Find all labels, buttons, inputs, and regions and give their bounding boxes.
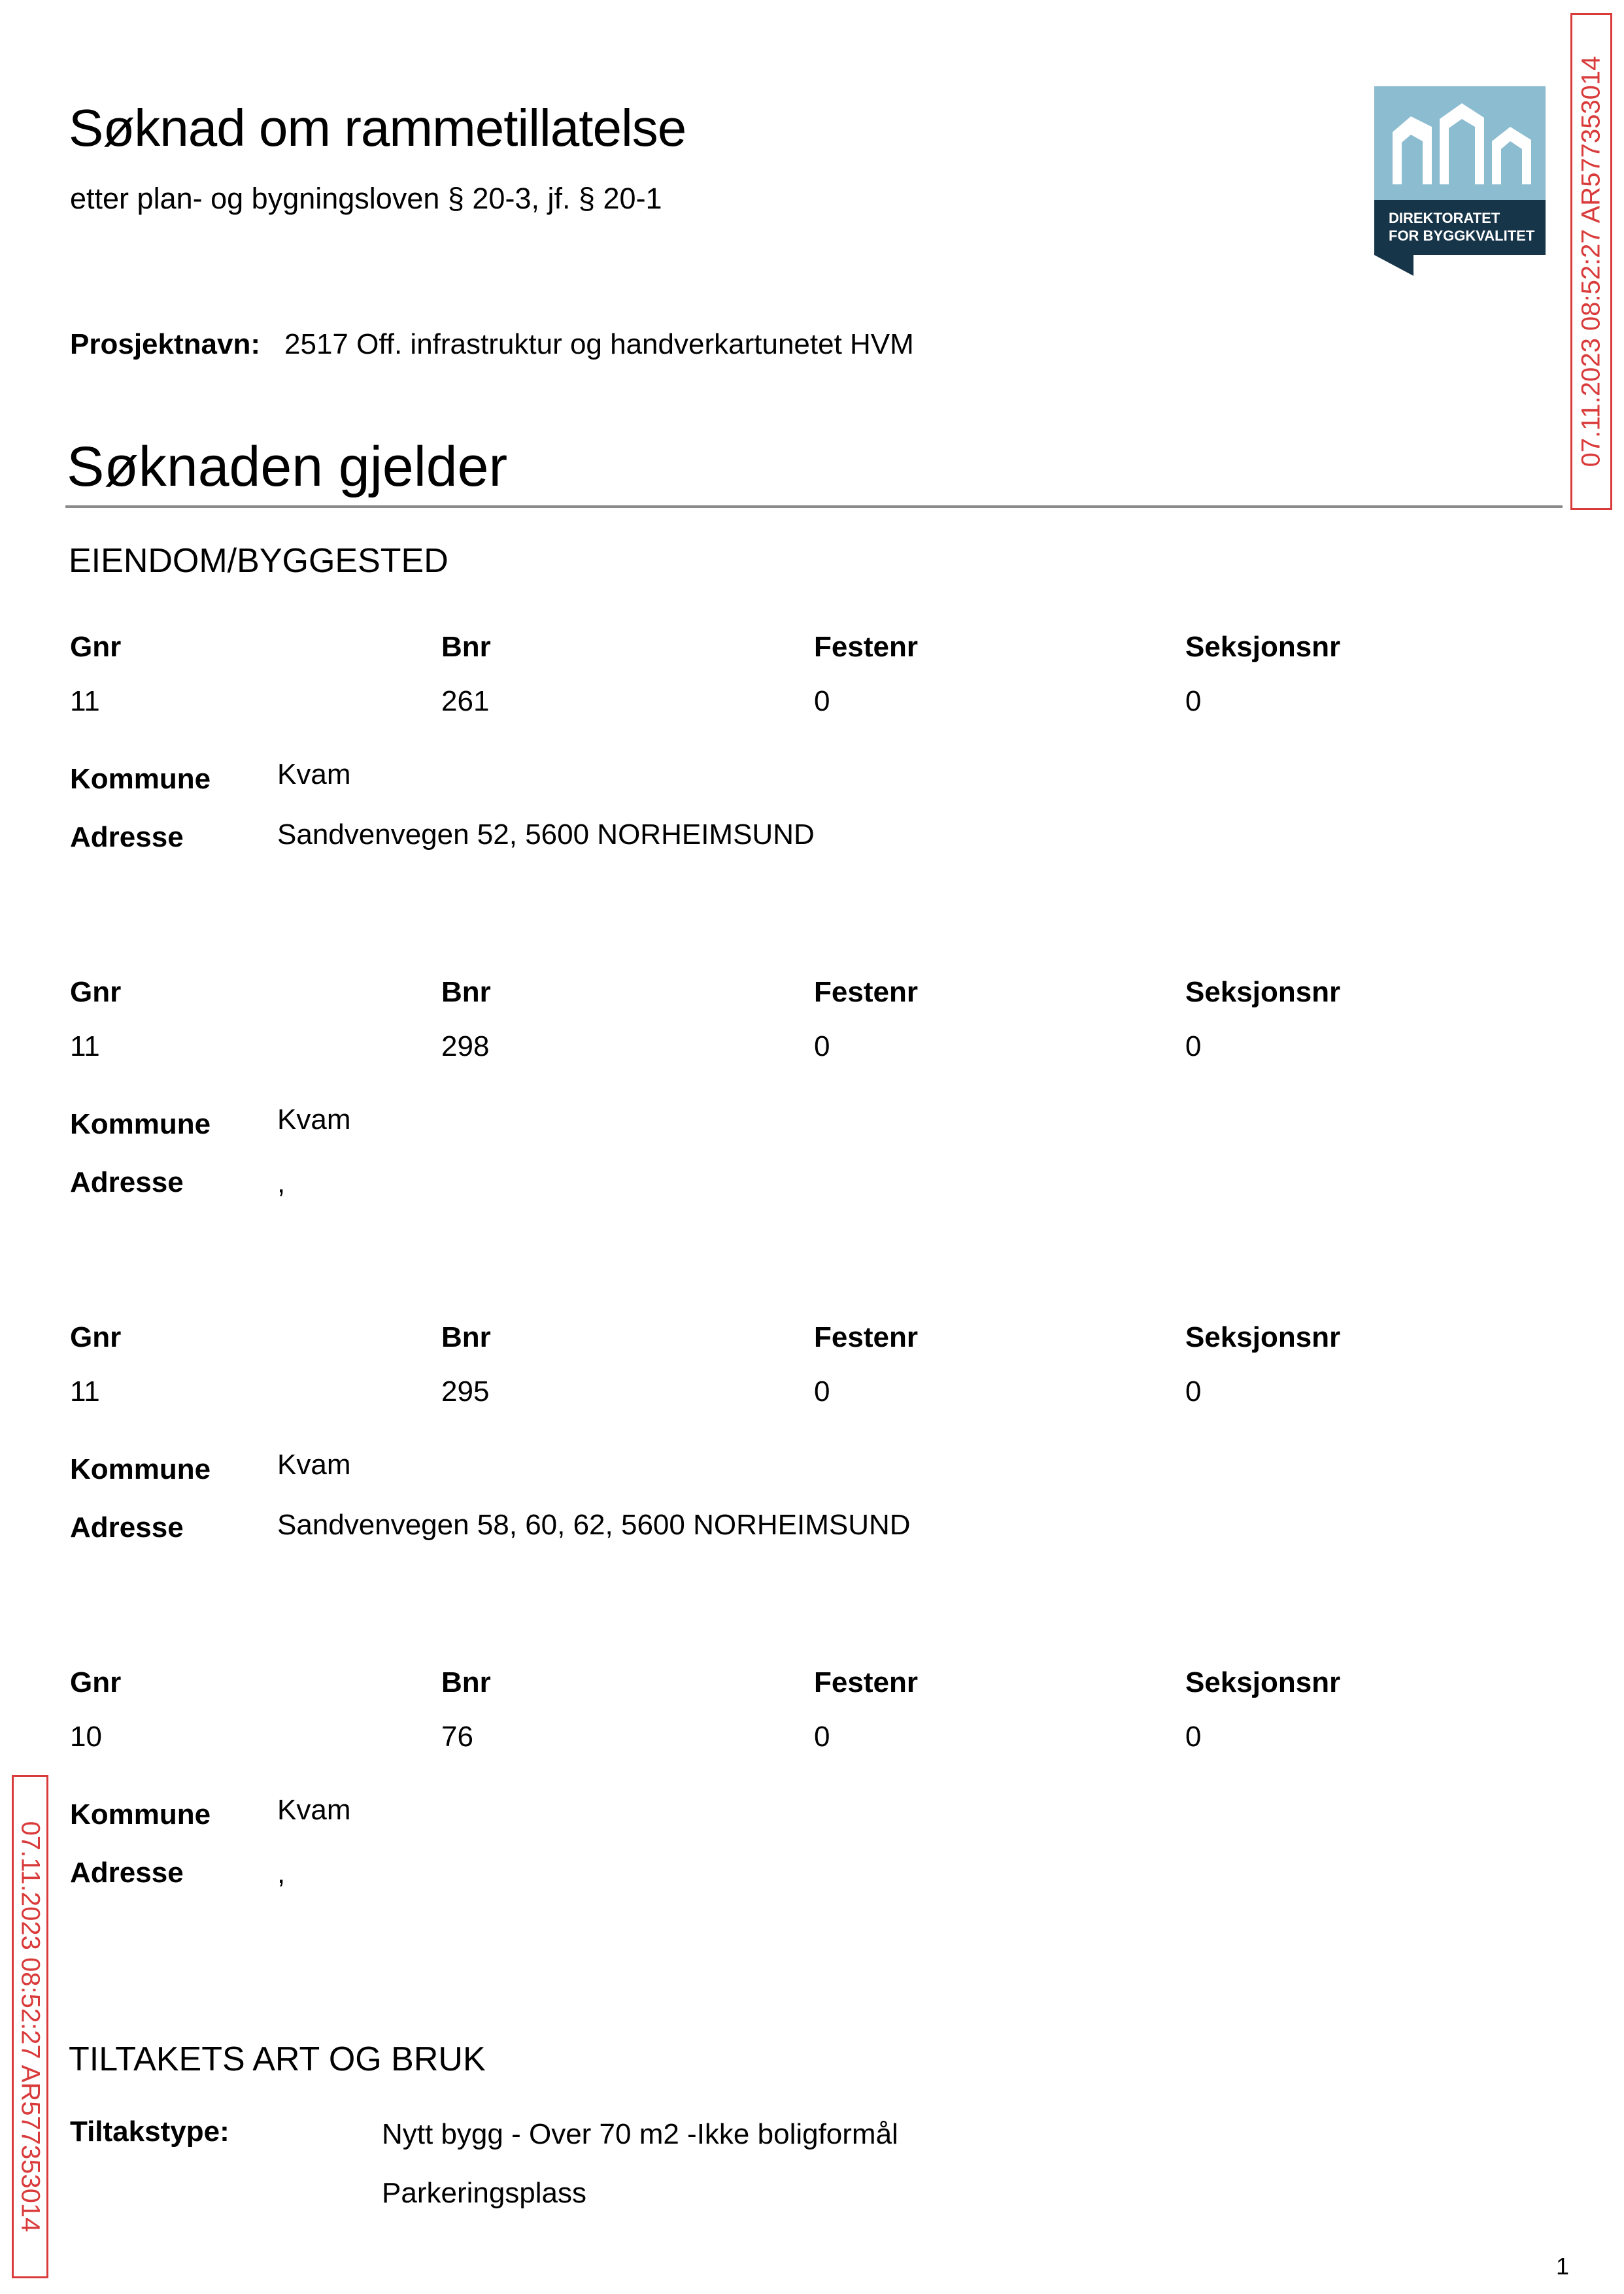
document-subtitle: etter plan- og bygningsloven § 20-3, jf. § 20-1: [70, 182, 662, 215]
logo-graphic: [1374, 86, 1546, 276]
adresse-label: Adresse: [70, 1511, 184, 1543]
kommune-label: Kommune: [70, 1798, 211, 1830]
bnr-value: 298: [441, 1030, 490, 1062]
bnr-label: Bnr: [441, 976, 491, 1008]
seksjonsnr-label: Seksjonsnr: [1185, 976, 1341, 1008]
festenr-label: Festenr: [814, 631, 918, 663]
seksjonsnr-value: 0: [1185, 1030, 1202, 1062]
gnr-label: Gnr: [70, 1321, 122, 1353]
kommune-label: Kommune: [70, 1108, 211, 1140]
adresse-value: ,: [277, 1857, 286, 1889]
adresse-value: Sandvenvegen 52, 5600 NORHEIMSUND: [277, 818, 815, 851]
section-divider: [65, 505, 1563, 508]
bnr-value: 76: [441, 1721, 473, 1753]
bnr-label: Bnr: [441, 1321, 491, 1353]
kommune-value: Kvam: [277, 1449, 351, 1481]
gnr-value: 11: [70, 1375, 100, 1408]
gnr-value: 10: [70, 1721, 102, 1753]
adresse-label: Adresse: [70, 1857, 184, 1889]
adresse-value: Sandvenvegen 58, 60, 62, 5600 NORHEIMSUND: [277, 1509, 911, 1541]
adresse-label: Adresse: [70, 821, 184, 853]
bnr-value: 295: [441, 1375, 490, 1408]
seksjonsnr-label: Seksjonsnr: [1185, 1321, 1341, 1353]
project-name: 2517 Off. infrastruktur og handverkartunetet HVM: [284, 328, 914, 360]
measure-type-item: Nytt bygg - Over 70 m2 -Ikke boligformål: [382, 2118, 898, 2150]
dibk-logo: [1374, 86, 1546, 276]
gnr-label: Gnr: [70, 976, 122, 1008]
kommune-label: Kommune: [70, 763, 211, 795]
seksjonsnr-value: 0: [1185, 1721, 1202, 1753]
measure-type-item: Parkeringsplass: [382, 2177, 587, 2209]
gnr-value: 11: [70, 685, 100, 717]
stamp-text: 07.11.2023 08:52:27 AR577353014: [1576, 56, 1606, 467]
kommune-value: Kvam: [277, 1794, 351, 1826]
festenr-value: 0: [814, 1030, 830, 1062]
stamp-text: 07.11.2023 08:52:27 AR577353014: [16, 1821, 45, 2233]
kommune-label: Kommune: [70, 1453, 211, 1485]
property-heading: EIENDOM/BYGGESTED: [69, 542, 448, 580]
timestamp-stamp-left: [12, 1775, 48, 2278]
seksjonsnr-label: Seksjonsnr: [1185, 1666, 1341, 1698]
document-title: Søknad om rammetillatelse: [69, 99, 686, 157]
logo-tab: [1374, 255, 1413, 276]
page-number: 1: [1556, 2253, 1570, 2280]
timestamp-stamp-right: [1570, 13, 1612, 510]
bnr-label: Bnr: [441, 1666, 491, 1698]
seksjonsnr-value: 0: [1185, 685, 1202, 717]
gnr-label: Gnr: [70, 631, 122, 663]
festenr-label: Festenr: [814, 976, 918, 1008]
adresse-label: Adresse: [70, 1166, 184, 1198]
festenr-value: 0: [814, 1375, 830, 1408]
seksjonsnr-value: 0: [1185, 1375, 1202, 1408]
section-title: Søknaden gjelder: [67, 435, 508, 498]
festenr-label: Festenr: [814, 1666, 918, 1698]
measure-heading: TILTAKETS ART OG BRUK: [69, 2040, 486, 2078]
festenr-value: 0: [814, 685, 830, 717]
bnr-label: Bnr: [441, 631, 491, 663]
seksjonsnr-label: Seksjonsnr: [1185, 631, 1341, 663]
kommune-value: Kvam: [277, 1104, 351, 1136]
project-label: Prosjektnavn:: [70, 328, 260, 360]
festenr-label: Festenr: [814, 1321, 918, 1353]
festenr-value: 0: [814, 1721, 830, 1753]
logo-text-line2: FOR BYGGKVALITET: [1389, 228, 1535, 244]
gnr-value: 11: [70, 1030, 100, 1062]
bnr-value: 261: [441, 685, 490, 717]
gnr-label: Gnr: [70, 1666, 122, 1698]
kommune-value: Kvam: [277, 758, 351, 790]
adresse-value: ,: [277, 1167, 286, 1199]
logo-text-line1: DIREKTORATET: [1389, 210, 1500, 226]
measure-type-label: Tiltakstype:: [70, 2116, 229, 2148]
